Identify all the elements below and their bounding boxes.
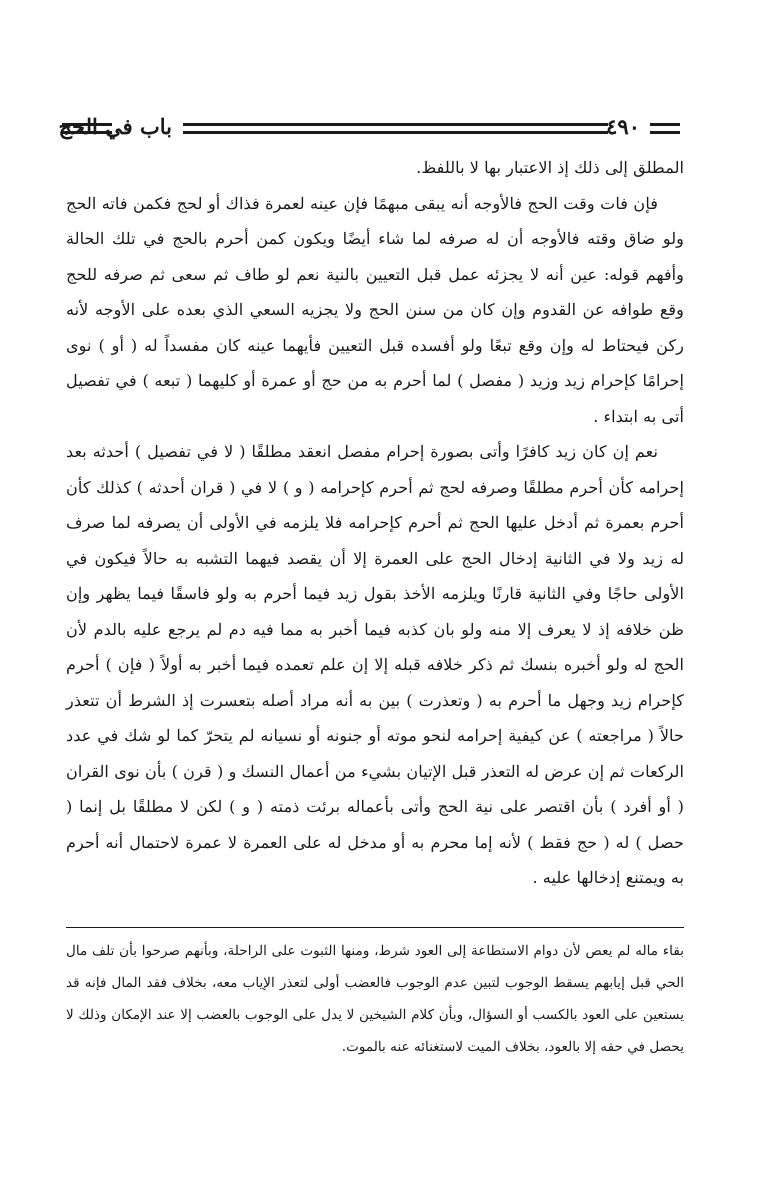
running-header (58, 112, 680, 142)
chapter-title: باب في الحج (58, 114, 172, 139)
paragraph-continuation: المطلق إلى ذلك إذ الاعتبار بها لا باللفظ. (416, 158, 684, 177)
paragraph: فإن فات وقت الحج فالأوجه أنه يبقى مبهمًا فإن عينه لعمرة فذاك أو لحج فكمن فاته الحج ولو ضاق وقته فالأوجه أن له صرفه لما شاء أيضًا ويكون كمن أحرم بالحج في تلك الحالة وأفهم قوله: عين أنه لا يجزئه عمل قبل التعيين بالنية نعم لو طاف ثم سعى ثم صرفه للحج وقع طوافه عن القدوم وإن كان من سنن الحج ولا يجزيه السعي الذي بعده على الأوجه لأنه ركن فيحتاط له وإن وقع تبعًا ولو أفسده قبل التعيين فأيهما عينه كان مفسداً له ( أو ) نوى إحرامًا كإحرام زيد وزيد ( مفصل ) لما أحرم به من حج أو عمرة أو كليهما ( تبعه ) في تفصيل أتى به ابتداء . (66, 193, 684, 426)
header-rule-middle (183, 123, 608, 126)
paragraph: نعم إن كان زيد كافرًا وأتى بصورة إحرام مفصل انعقد مطلقًا ( لا في تفصيل ) أحدثه بعد إحرامه كأن أحرم مطلقًا وصرفه لحج ثم أحرم كإحرامه ( و ) لا في ( قران أحدثه ) كذلك كأن أحرم بعمرة ثم أدخل عليها الحج ثم أحرم كإحرامه فلا يلزمه في الأولى أن يصرفه لما صرف له زيد ولا في الثانية إدخال الحج على العمرة إلا أن يقصد فيهما التشبه به حالاً فيكون في الأولى حاجًا وفي الثانية قارنًا ويلزمه الأخذ بقول زيد فيما أحرم به ولو فاسقًا فيما يظهر وإن ظن خلافه إذ لا يعرف إلا منه ولو بان كذبه فيما أخبر به مما فيه دم لم يرجع عليه بالدم لأن الحج له ولو أخبره بنسك ثم ذكر خلافه قبله إلا إن علم تعمده فيما أخبر به أولاً ( فإن ) أحرم كإحرام زيد وجهل ما أحرم به ( وتعذرت ) بين به أنه مراد أصله بتعسرت إذ الشرط أن تتعذر حالاً ( مراجعته ) عن كيفية إحرامه لنحو موته أو جنونه أو نسيانه لم يتحرّ كما لو شك في عدد الركعات ثم إن عرض له التعذر قبل الإتيان بشيء من أعمال النسك و ( قرن ) بأن نوى القران ( أو أفرد ) بأن اقتصر على نية الحج وأتى بأعماله برئت ذمته ( و ) لكن لا مطلقًا بل إنما ( حصل ) له ( حج فقط ) لأنه إما محرم به أو مدخل له على العمرة لا عمرة لاحتمال أنه أحرم به ويمتنع إدخالها عليه . (66, 442, 684, 887)
header-rule-middle-2 (183, 131, 608, 134)
header-rule-right-2 (650, 131, 680, 134)
page-number: ٤٩٠ (606, 114, 640, 139)
footnote-separator (66, 927, 684, 928)
footnotes (66, 935, 684, 1063)
header-rule-right (650, 123, 680, 126)
footnote-text: بقاء ماله لم يعص لأن دوام الاستطاعة إلى العود شرط، ومنها الثبوت على الراحلة، وبأنهم صرحوا بأن تلف مال الحي قبل إيابهم يسقط الوجوب لتبين عدم الوجوب فالعضب أولى لتعذر الإياب معه، بخلاف فقد المال فإنه قد يستعين على العود بالكسب أو السؤال، وبأن كلام الشيخين لا يدل على الوجوب بالعضب إلا عند الإمكان وذلك لا يحصل في حقه إلا بالعود، بخلاف الميت لاستغنائه عنه بالموت. (66, 943, 684, 1055)
main-text (66, 150, 684, 896)
